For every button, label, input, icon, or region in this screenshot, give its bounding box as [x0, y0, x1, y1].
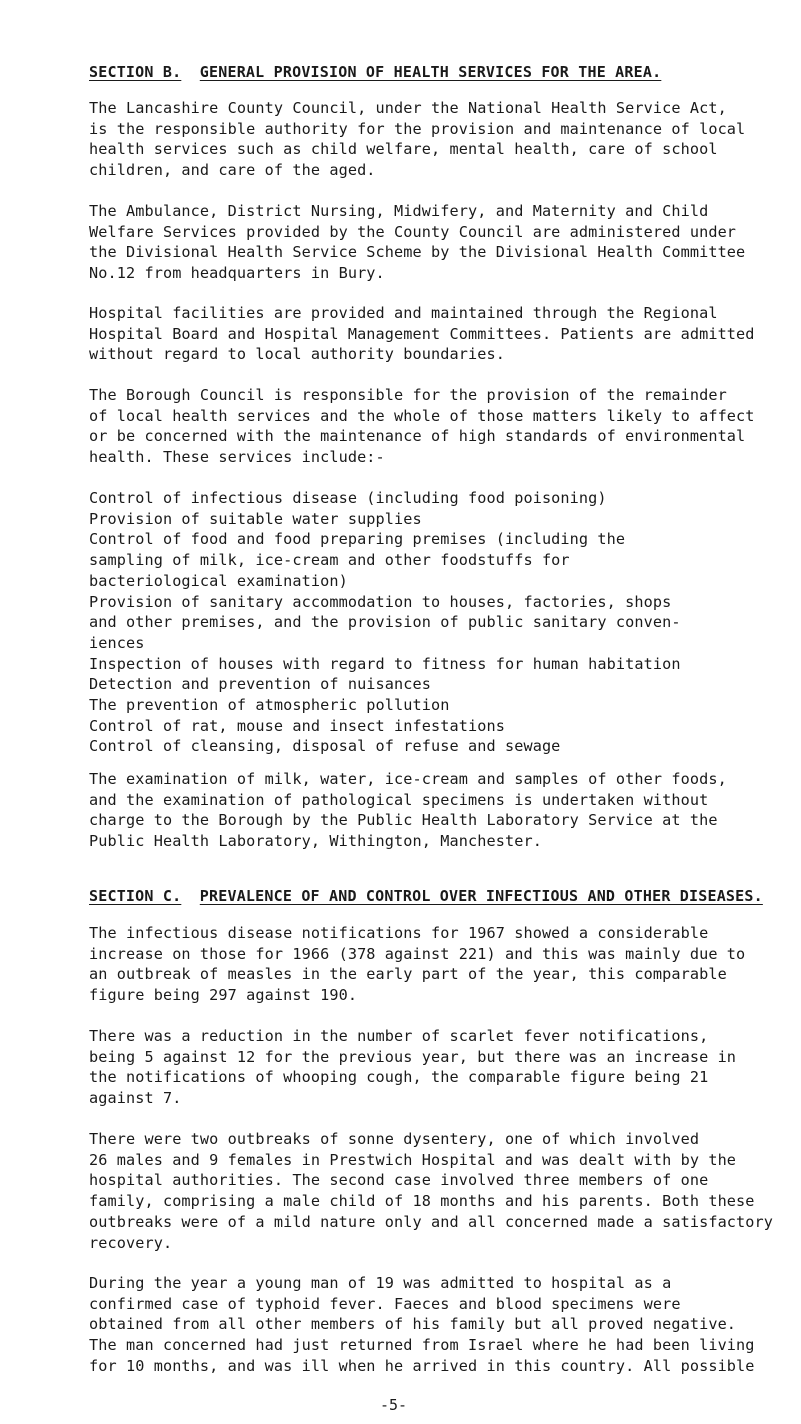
text-line: the notifications of whooping cough, the comparable figure being 21 — [89, 1068, 709, 1087]
text-line: The Borough Council is responsible for the provision of the remainder — [89, 386, 727, 404]
text-line: health. These services include:- — [89, 448, 385, 467]
section-c-paragraph-1 — [89, 923, 745, 1006]
text-line: increase on those for 1966 (378 against 221) and this was mainly due to — [89, 944, 746, 963]
text-line: recovery. — [89, 1233, 173, 1252]
text-line: There were two outbreaks of sonne dysentery, one of which involved — [89, 1130, 700, 1148]
section-c-label: SECTION C. — [89, 887, 182, 905]
section-c-paragraph-4 — [89, 1273, 755, 1377]
section-b-paragraph-3 — [89, 303, 755, 365]
text-line: being 5 against 12 for the previous year, but there was an increase in — [89, 1047, 737, 1066]
text-line: bacteriological examination) — [89, 571, 348, 590]
text-line: Control of food and food preparing premises (including the — [89, 530, 626, 549]
text-line: Welfare Services provided by the County Council are administered under — [89, 222, 737, 241]
text-line: Inspection of houses with regard to fitness for human habitation — [89, 654, 681, 673]
list-item — [89, 716, 681, 737]
text-line: is the responsible authority for the provision and maintenance of local — [89, 119, 746, 138]
text-line: Control of cleansing, disposal of refuse and sewage — [89, 737, 561, 756]
text-line: the Divisional Health Service Scheme by the Divisional Health Committee — [89, 243, 746, 262]
text-line: Provision of suitable water supplies — [89, 509, 422, 528]
text-line: Detection and prevention of nuisances — [89, 675, 432, 694]
section-c-paragraph-2 — [89, 1026, 736, 1109]
text-line: Hospital facilities are provided and maintained through the Regional — [89, 304, 718, 322]
section-b-label: SECTION B. — [89, 63, 182, 81]
text-line: iences — [89, 633, 145, 652]
text-line: family, comprising a male child of 18 months and his parents. Both these — [89, 1192, 755, 1211]
text-line: Control of rat, mouse and insect infestations — [89, 716, 505, 735]
text-line: and the examination of pathological specimens is undertaken without — [89, 790, 709, 809]
text-line: hospital authorities. The second case involved three members of one — [89, 1171, 709, 1190]
text-line: and other premises, and the provision of public sanitary conven- — [89, 613, 681, 632]
list-item — [89, 529, 681, 591]
list-item — [89, 488, 681, 509]
list-item — [89, 592, 681, 654]
text-line: No.12 from headquarters in Bury. — [89, 264, 385, 283]
section-c-heading — [89, 887, 763, 905]
list-item — [89, 654, 681, 675]
text-line: The Ambulance, District Nursing, Midwifery, and Maternity and Child — [89, 202, 709, 220]
text-line: sampling of milk, ice-cream and other foodstuffs for — [89, 551, 570, 570]
section-c-paragraph-3 — [89, 1129, 773, 1253]
section-b-heading — [89, 63, 661, 81]
section-b-title: GENERAL PROVISION OF HEALTH SERVICES FOR THE AREA. — [199, 63, 662, 81]
text-line: Hospital Board and Hospital Management Committees. Patients are admitted — [89, 324, 755, 343]
section-b-closing-paragraph — [89, 769, 727, 852]
text-line: The man concerned had just returned from Israel where he had been living — [89, 1336, 755, 1355]
text-line: or be concerned with the maintenance of high standards of environmental — [89, 427, 746, 446]
text-line: The Lancashire County Council, under the National Health Service Act, — [89, 99, 727, 117]
text-line: of local health services and the whole of those matters likely to affect — [89, 406, 755, 425]
list-item — [89, 736, 681, 757]
text-line: children, and care of the aged. — [89, 161, 376, 180]
text-line: without regard to local authority boundaries. — [89, 345, 505, 364]
text-line: The prevention of atmospheric pollution — [89, 696, 450, 715]
text-line: for 10 months, and was ill when he arrived in this country. All possible — [89, 1356, 755, 1375]
text-line: Public Health Laboratory, Withington, Manchester. — [89, 832, 542, 851]
list-item — [89, 509, 681, 530]
section-b-paragraph-1 — [89, 98, 745, 181]
page-number: -5- — [380, 1396, 408, 1414]
list-item — [89, 695, 681, 716]
text-line: health services such as child welfare, mental health, care of school — [89, 140, 718, 159]
text-line: 26 males and 9 females in Prestwich Hospital and was dealt with by the — [89, 1150, 737, 1169]
text-line: confirmed case of typhoid fever. Faeces and blood specimens were — [89, 1294, 681, 1313]
text-line: The examination of milk, water, ice-cream and samples of other foods, — [89, 770, 727, 788]
section-c-title: PREVALENCE OF AND CONTROL OVER INFECTIOUS AND OTHER DISEASES. — [199, 887, 763, 905]
text-line: Control of infectious disease (including food poisoning) — [89, 489, 607, 507]
services-list — [89, 488, 681, 757]
text-line: obtained from all other members of his family but all proved negative. — [89, 1315, 737, 1334]
text-line: Provision of sanitary accommodation to houses, factories, shops — [89, 592, 672, 611]
text-line: The infectious disease notifications for 1967 showed a considerable — [89, 924, 709, 942]
text-line: During the year a young man of 19 was admitted to hospital as a — [89, 1274, 672, 1292]
list-item — [89, 674, 681, 695]
text-line: There was a reduction in the number of scarlet fever notifications, — [89, 1027, 709, 1045]
text-line: outbreaks were of a mild nature only and all concerned made a satisfactory — [89, 1212, 774, 1231]
section-b-paragraph-4 — [89, 385, 755, 468]
text-line: against 7. — [89, 1089, 182, 1108]
text-line: an outbreak of measles in the early part of the year, this comparable — [89, 965, 727, 984]
section-b-paragraph-2 — [89, 201, 745, 284]
text-line: charge to the Borough by the Public Health Laboratory Service at the — [89, 811, 718, 830]
text-line: figure being 297 against 190. — [89, 986, 358, 1005]
